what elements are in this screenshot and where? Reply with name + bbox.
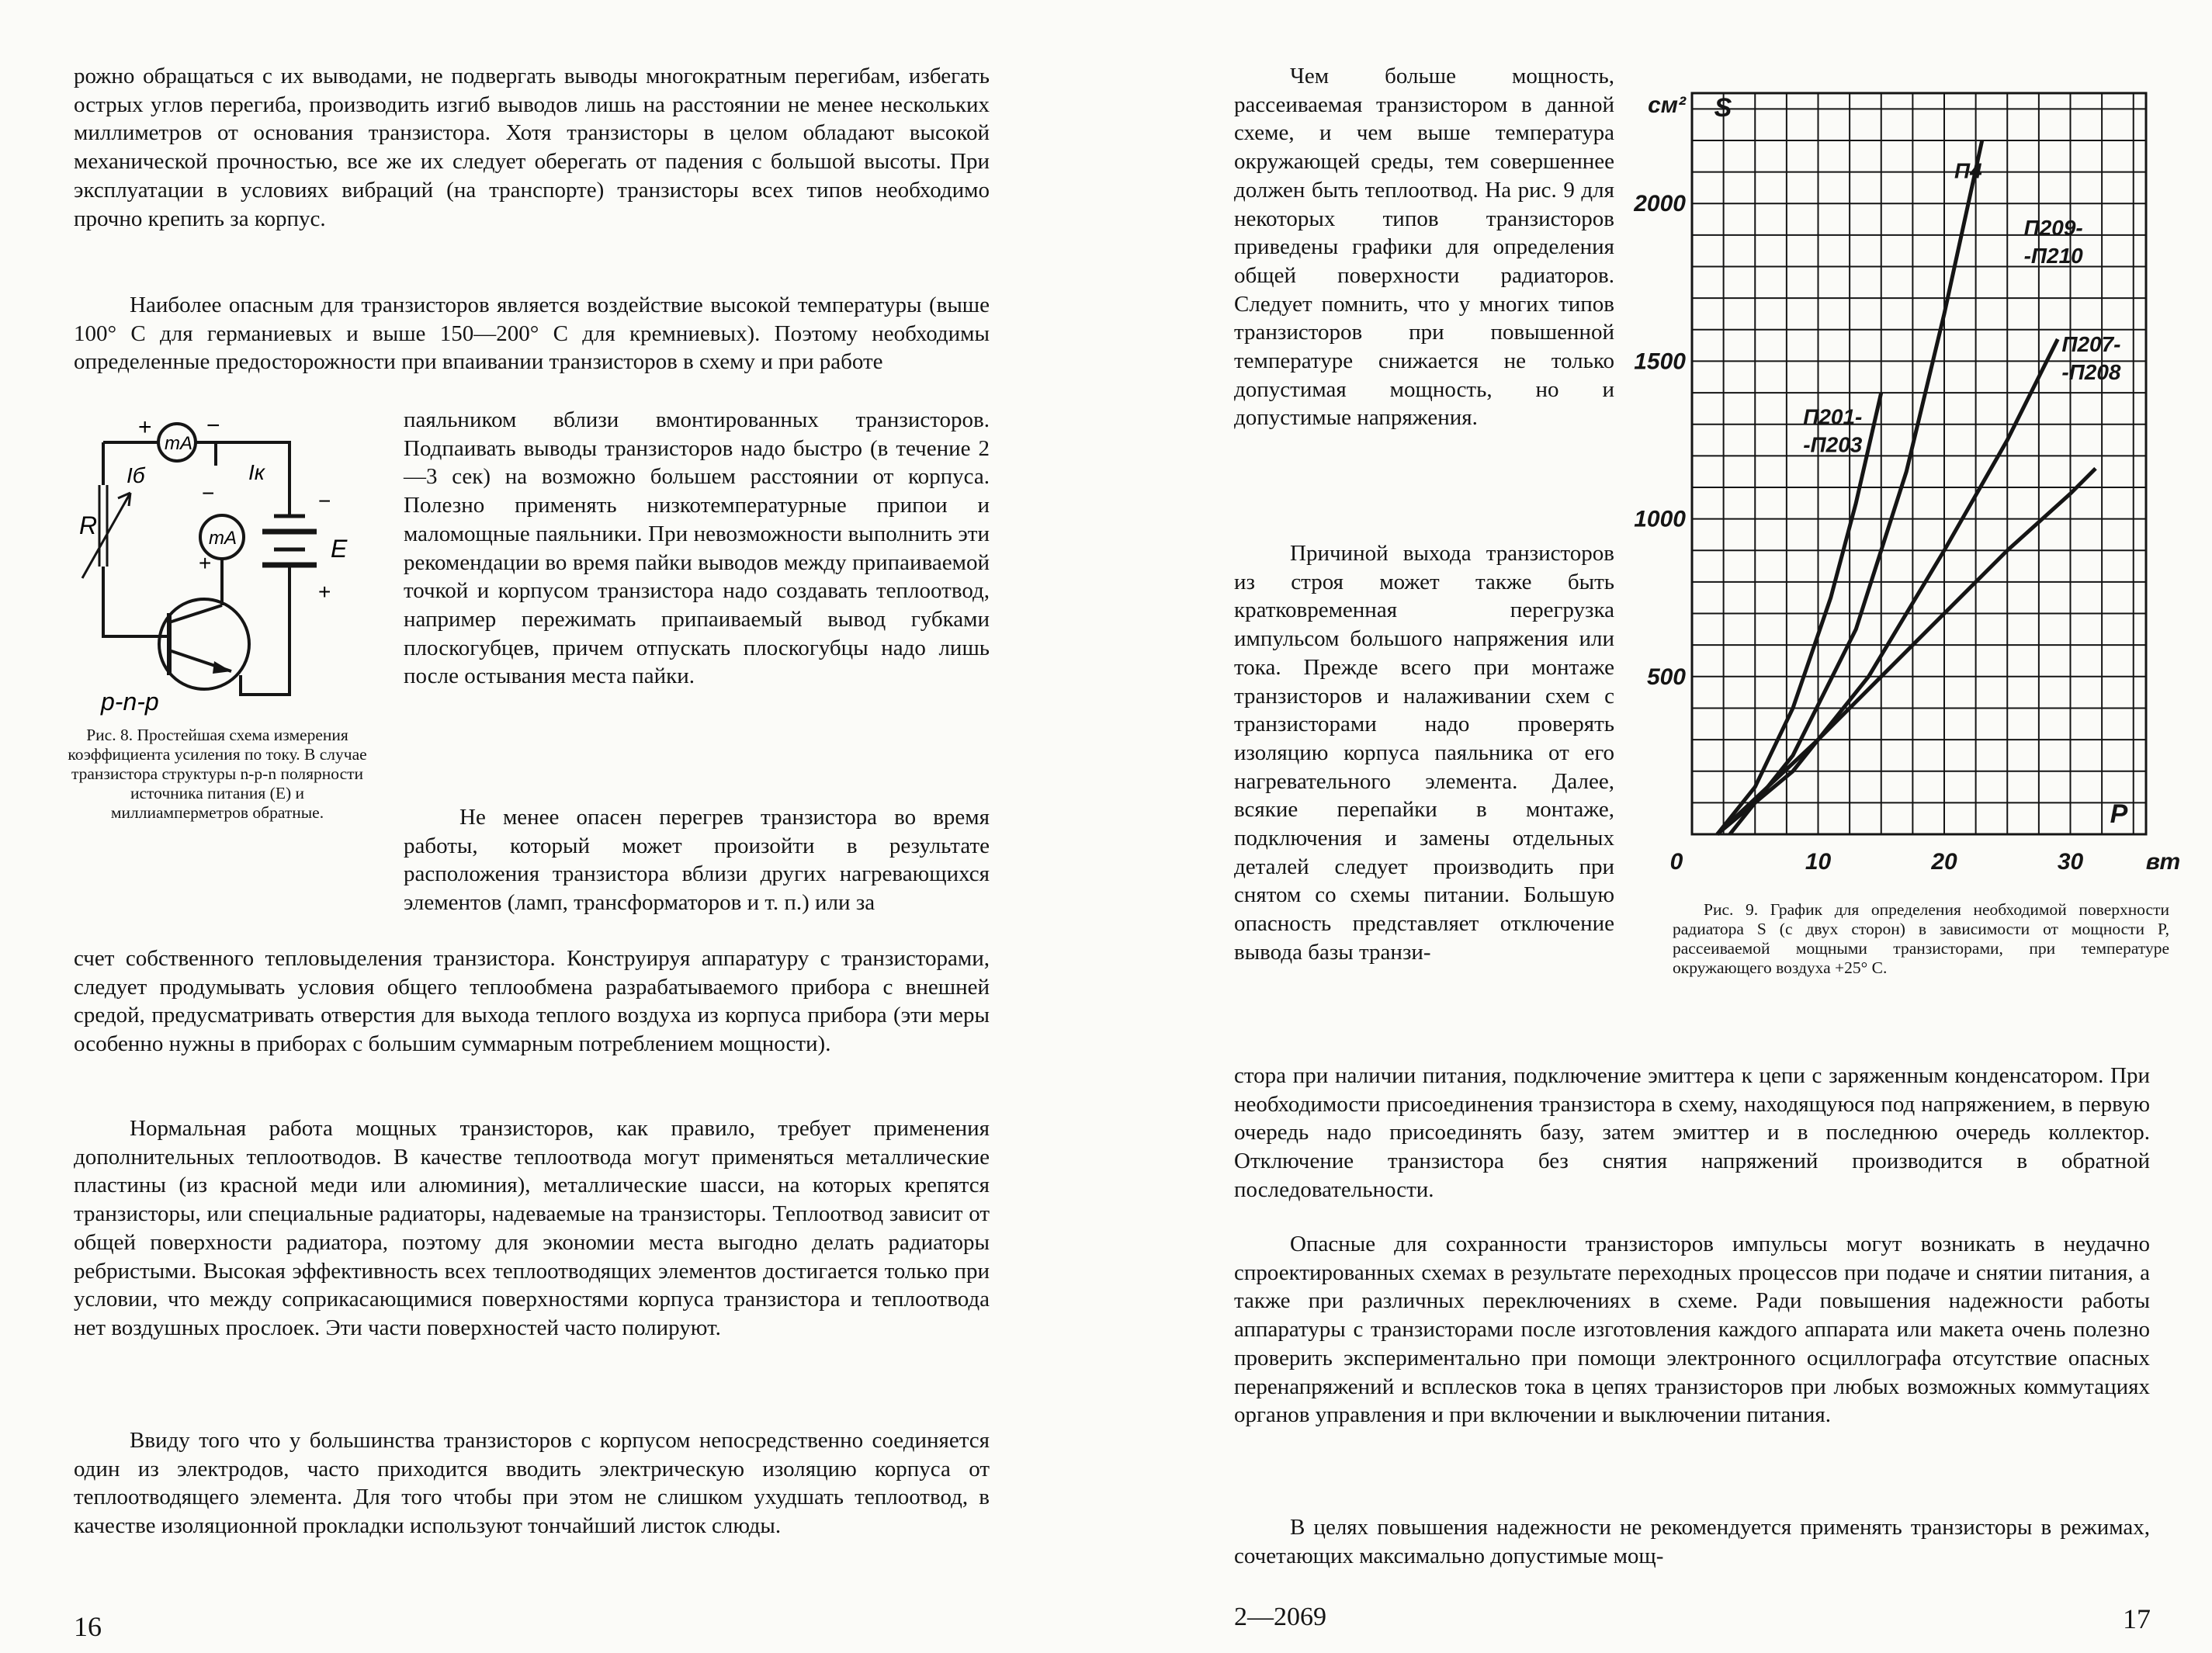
series-label: -П203 (1803, 432, 1863, 457)
y-axis-label: S (1714, 93, 1732, 123)
x-tick-label: 20 (1931, 849, 1957, 875)
y-unit-label: см² (1648, 92, 1686, 118)
svg-text:+: + (138, 414, 152, 440)
x-tick-label: 30 (2057, 849, 2084, 875)
figure-8-circuit (68, 413, 394, 716)
svg-text:+: + (318, 580, 331, 604)
svg-text:+: + (199, 551, 212, 575)
series-label: П201- (1803, 404, 1863, 429)
right-paragraph-4: Опасные для сохранности транзисторов импульсы могут возникать в неудачно спроектированных схемах в результате переходных процессов при подаче и снятии питания, а также при различных переключениях в схеме. Ради повышения надежности работы аппаратуры с транзисторами после изготовления каждого аппарата или макета очень полезно проверить экспериментально при помощи электронного осциллографа отсутствие опасных перенапряжений и всплесков тока в цепях транзисторов при любых возможных коммутациях органов управления и при включении и выключении питания. (1234, 1232, 2150, 1428)
series-label: -П210 (2023, 243, 2083, 268)
series-label: П4 (1954, 158, 1982, 183)
x-unit-label: вт (2145, 849, 2181, 875)
plot-frame (1692, 93, 2146, 834)
svg-text:mA: mA (165, 433, 192, 454)
svg-text:R: R (79, 511, 98, 539)
figure-8-caption: Рис. 8. Простейшая схема измерения коэффициента усиления по току. В случае транзистора структуры n-p-n полярности источника питания (E) и миллиамперметров обратные. (68, 726, 367, 822)
figure-9-caption: Рис. 9. График для определения необходимой поверхности радиатора S (с двух сторон) в зависимости от мощности P, рассеиваемой мощными транзисторами, при температуре окружающего воздуха +25° С. (1673, 900, 2169, 977)
left-paragraph-6: Нормальная работа мощных транзисторов, как правило, требует применения дополнительных теплоотводов. В качестве теплоотвода могут применяться металлические пластины (из красной меди или алюминия), металлические шасси, на которых крепятся транзисторы, или специальные радиаторы, надеваемые на транзисторы. Теплоотвод зависит от общей поверхности радиатора, поэтому для экономии места выгодно делать радиаторы ребристыми. Высокая эффективность всех теплоотводящих элементов достигается только при условии, что между соприкасающимися поверхностями корпуса транзистора и теплоотвода нет воздушных прослоек. Эти части поверхностей часто полируют. (74, 1116, 990, 1340)
right-paragraph-5: В целях повышения надежности не рекомендуется применять транзисторы в режимах, сочетающих максимально допустимые мощ- (1234, 1515, 2150, 1568)
y-tick-label: 1000 (1634, 506, 1686, 532)
right-paragraph-2: Причиной выхода транзисторов из строя может также быть кратковременная перегрузка импульсом большого напряжения или тока. Прежде всего при монтаже транзисторов и налаживании схем с транзисторами надо проверять изоляцию корпуса паяльника от его нагревательного элемента. Далее, всякие перепайки в монтаже, подключения и замены отдельных деталей следует производить при снятом со схемы питании. Большую опасность представляет отключение вывода базы транзи- (1234, 541, 1614, 965)
right-paragraph-3: стора при наличии питания, подключение эмиттера к цепи с заряженным конденсатором. При необходимости присоединения транзистора в схему, находящуюся под напряжением, в первую очередь надо присоединять базу, затем эмиттер и в последнюю очередь коллектор. Отключение транзистора без снятия напряжений производится в обратной последовательности. (1234, 1063, 2150, 1202)
series-label: П209- (2023, 215, 2083, 240)
left-page-number: 16 (74, 1611, 102, 1642)
right-page-number: 17 (2123, 1603, 2151, 1634)
figure-9-chart (1630, 74, 2181, 892)
svg-text:E: E (331, 535, 348, 563)
x-tick-label: 10 (1805, 849, 1832, 875)
y-tick-label: 500 (1646, 664, 1686, 690)
svg-text:p-n-p: p-n-p (101, 688, 159, 716)
left-paragraph-7: Ввиду того что у большинства транзисторов с корпусом непосредственно соединяется один из электродов, часто приходится вводить электрическую изоляцию корпуса от теплоотводящего элемента. Для того чтобы при этом не слишком ухудшать теплоотвод, в качестве изоляционной прокладки используют тончайший листок слюды. (74, 1428, 990, 1539)
series-label: -П208 (2061, 360, 2121, 385)
svg-text:−: − (206, 413, 220, 438)
series-label: П207- (2061, 332, 2121, 357)
signature-mark: 2—2069 (1234, 1603, 1326, 1631)
y-tick-label: 2000 (1634, 191, 1686, 217)
svg-text:mA: mA (209, 528, 237, 549)
svg-text:−: − (318, 489, 331, 513)
left-paragraph-5: счет собственного тепловыделения транзистора. Конструируя аппаратуру с транзисторами, следует продумывать условия общего теплообмена разрабатываемого прибора с внешней средой, предусматривать отверстия для выхода теплого воздуха из корпуса прибора (эти меры особенно нужны в приборах с большим суммарным потреблением мощности). (74, 946, 990, 1057)
left-paragraph-1: рожно обращаться с их выводами, не подвергать выводы многократным перегибам, избегать острых углов перегиба, производить изгиб выводов лишь на расстоянии не менее нескольких миллиметров от основания транзистора. Хотя транзисторы в целом обладают высокой механической прочностью, все же их следует оберегать от падения с большой высоты. При эксплуатации в условиях вибраций (на транспорте) транзисторы всех типов необходимо прочно крепить за корпус. (74, 64, 990, 231)
origin-label: 0 (1669, 849, 1683, 875)
svg-text:−: − (202, 481, 215, 505)
y-tick-label: 1500 (1634, 348, 1686, 375)
right-paragraph-1: Чем больше мощность, рассеиваемая транзистором в данной схеме, и чем выше температура окружающей среды, тем совершеннее должен быть теплоотвод. На рис. 9 для некоторых типов транзисторов приведены графики для определения общей поверхности радиаторов. Следует помнить, что у многих типов транзисторов при повышенной температуре снижается не только допустимая мощность, но и допустимые напряжения. (1234, 64, 1614, 431)
left-paragraph-4: Не менее опасен перегрев транзистора во время работы, который может произойти в результате расположения транзистора вблизи других нагревающихся элементов (ламп, трансформаторов и т. п.) или за (404, 805, 990, 916)
svg-text:Iк: Iк (248, 460, 265, 484)
left-paragraph-2: Наиболее опасным для транзисторов является воздействие высокой температуры (выше 100° С для германиевых и выше 150—200° С для кремниевых). Поэтому необходимы определенные предосторожности при впаивании транзисторов в схему и при работе (74, 293, 990, 375)
x-axis-label: P (2110, 799, 2128, 829)
svg-text:Iб: Iб (127, 463, 145, 487)
left-paragraph-3: паяльником вблизи вмонтированных транзисторов. Подпаивать выводы транзисторов надо быстро (в течение 2—3 сек) на возможно большем расстоянии от корпуса. Полезно применять низкотемпературные припои и маломощные паяльники. При невозможности выполнить эти рекомендации во время пайки выводов между припаиваемой точкой и корпусом транзистора надо создавать теплоотвод, например пережимать припаиваемый вывод губками плоскогубцев, причем отпускать плоскогубцы надо лишь после остывания места пайки. (404, 407, 990, 689)
milliammeter-top-icon (158, 424, 196, 461)
